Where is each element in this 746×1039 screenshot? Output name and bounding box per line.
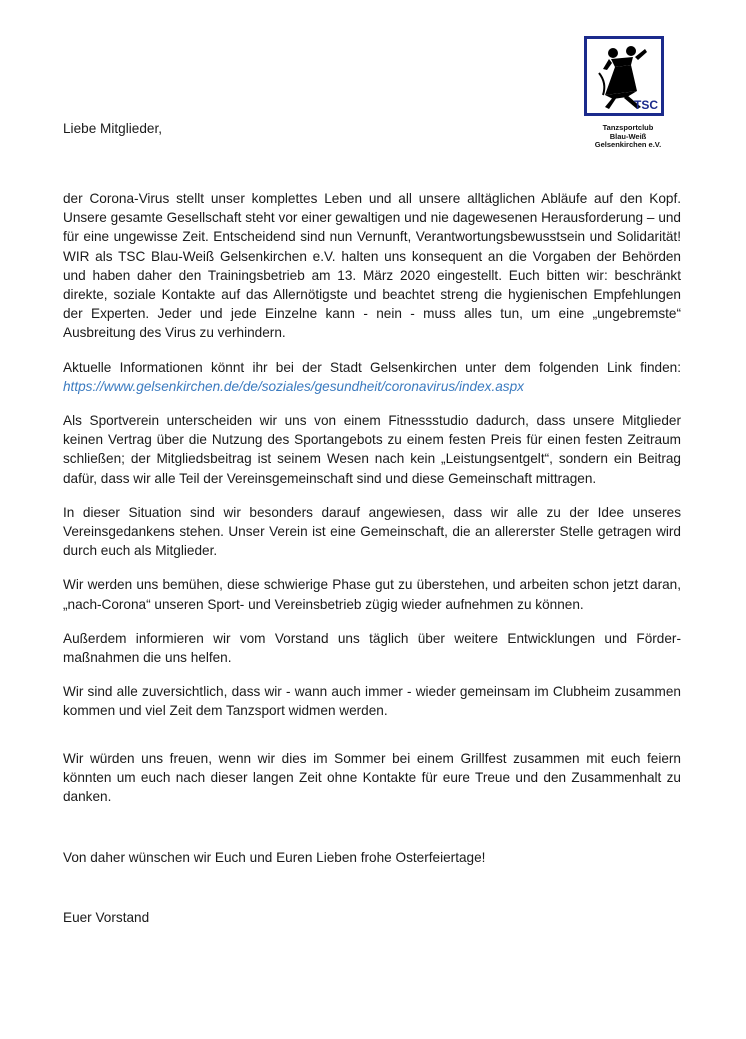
logo-caption-line: Blau-Weiß <box>609 131 647 141</box>
club-logo <box>584 36 674 150</box>
info-link[interactable]: https://www.gelsenkirchen.de/de/soziales/gesundheit/coronavirus/index.aspx <box>63 378 524 394</box>
salutation: Liebe Mitglieder, <box>63 121 162 136</box>
paragraph-situation: In dieser Situation sind wir besonders darauf angewiesen, dass wir alle zu der Idee unseres Vereinsgedankens stehen. Unser Verein ist eine Gemeinschaft, die an allererster Stelle getragen wird durch euch als Mitglieder. <box>63 504 681 559</box>
greeting: Von daher wünschen wir Euch und Euren Lieben frohe Osterfeiertage! <box>63 850 486 865</box>
letter-body <box>63 189 681 821</box>
paragraph-sportverein: Als Sportverein unterscheiden wir uns von einem Fitnessstudio dadurch, dass unsere Mitglieder keinen Vertrag über die Nutzung des Sportangebots zu einem festen Preis für einen festen Zeitraum schließen; der Mitgliedsbeitrag ist seinem Wesen nach kein „Leistungsentgelt“, sondern ein Beitrag dafür, dass wir alle Teil der Vereinsgemeinschaft sind und diese Gemeinschaft mittragen. <box>63 413 681 486</box>
signature: Euer Vorstand <box>63 910 150 925</box>
paragraph-zuversicht: Wir sind alle zuversichtlich, dass wir - wann auch immer - wieder gemeinsam im Clubheim zusammen kommen und viel Zeit dem Tanzsport widmen werden. <box>63 684 681 719</box>
paragraph-vorstand: Außerdem informieren wir vom Vorstand uns täglich über weitere Entwicklungen und Förder-maßnahmen die uns helfen. <box>63 630 681 666</box>
info-text: Aktuelle Informationen könnt ihr bei der Stadt Gelsenkirchen unter dem folgenden Link finden: <box>63 359 681 375</box>
paragraph-phase: Wir werden uns bemühen, diese schwierige Phase gut zu überstehen, und arbeiten schon jetzt daran, „nach-Corona“ unseren Sport- und Vereinsbetrieb zügig wieder aufnehmen zu können. <box>63 577 681 612</box>
logo-caption-line: Tanzsportclub <box>602 123 654 132</box>
paragraph-info <box>63 358 681 396</box>
logo-caption <box>580 124 676 150</box>
logo-caption-line: Gelsenkirchen e.V. <box>594 140 662 149</box>
paragraph-intro: der Corona-Virus stellt unser komplettes Leben und all unsere alltäglichen Abläufe auf den Kopf. Unsere gesamte Gesellschaft steht vor einer gewaltigen und nie dagewesenen Herausforderung – und für eine ungewisse Zeit. Entscheidend sind nun Vernunft, Verantwortungsbewusstsein und Solidarität! WIR als TSC Blau-Weiß Gelsenkirchen e.V. halten uns konsequent an die Vorgaben der Behörden und haben daher den Trainingsbetrieb am 13. März 2020 eingestellt. Euch bitten wir: beschränkt direkte, soziale Kontakte auf das Allernötigste und beachtet streng die hygienischen Empfehlungen der Experten. Jeder und jede Einzelne kann - nein - muss alles tun, um eine „ungebremste“ Ausbreitung des Virus zu verhindern. <box>63 191 681 341</box>
logo-frame <box>584 36 664 116</box>
logo-badge-text: TSC <box>634 98 658 112</box>
paragraph-grillfest: Wir würden uns freuen, wenn wir dies im Sommer bei einem Grillfest zusammen mit euch feiern könnten um euch nach dieser langen Zeit ohne Kontakte für eure Treue und den Zusammenhalt zu danken. <box>63 750 681 805</box>
